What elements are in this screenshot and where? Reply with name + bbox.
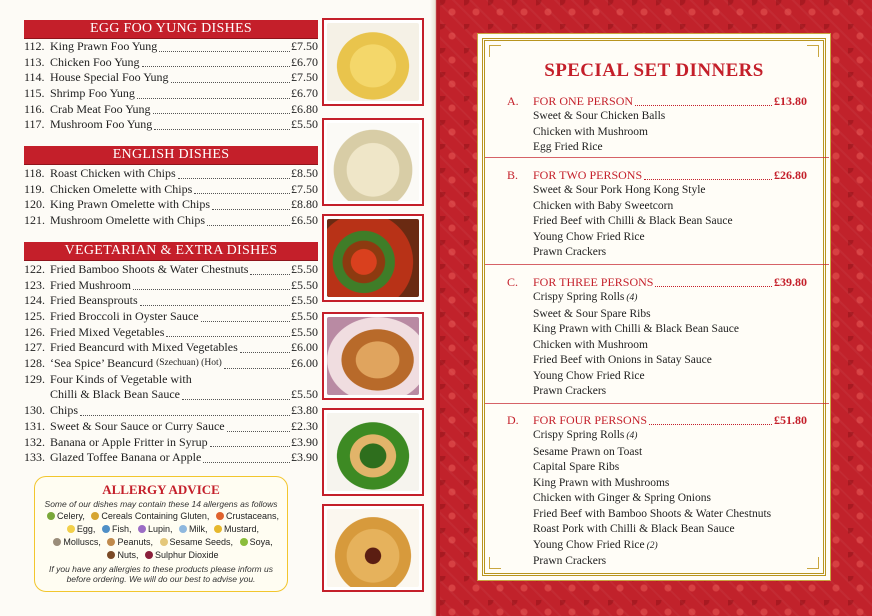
allergen-fish: Fish,	[98, 524, 132, 534]
allergen-milk: Milk,	[175, 524, 208, 534]
menu-item: 116. Crab Meat Foo Yung £6.80	[24, 101, 318, 116]
set-item: Chicken with Mushroom	[533, 338, 648, 351]
set-item: Fried Beef with Bamboo Shoots & Water Chestnuts	[533, 507, 772, 520]
section-title-egg-foo-yung: EGG FOO YUNG DISHES	[24, 20, 318, 38]
allergen-molluscs: Molluscs,	[49, 537, 101, 547]
menu-item: 127. Fried Beancurd with Mixed Vegetables £6.00	[24, 340, 318, 355]
set-item: Sweet & Sour Pork Hong Kong Style	[533, 184, 706, 196]
menu-item: 121. Mushroom Omelette with Chips £6.50	[24, 213, 318, 228]
set-dinners-title: SPECIAL SET DINNERS	[544, 60, 764, 81]
set-item: Young Chow Fried Rice	[533, 369, 645, 382]
soya-icon	[240, 538, 248, 546]
mollusc-icon	[53, 538, 61, 546]
allergy-advice-box	[34, 476, 288, 592]
nut-icon	[107, 551, 115, 559]
right-menu-page	[440, 0, 872, 616]
set-item: Chicken with Mushroom	[533, 125, 648, 138]
crab-icon	[216, 512, 224, 520]
menu-item: 133. Glazed Toffee Banana or Apple £3.90	[24, 450, 318, 465]
allergen-lupin: Lupin,	[134, 524, 173, 534]
set-header: A. FOR ONE PERSON £13.80	[507, 94, 807, 108]
section-title-vegetarian-extra: VEGETARIAN & EXTRA DISHES	[24, 242, 318, 260]
egg-icon	[67, 525, 75, 533]
set-item: Sesame Prawn on Toast	[533, 445, 643, 458]
set-item: Fried Beef with Chilli & Black Bean Sauce	[533, 215, 733, 227]
set-header: C. FOR THREE PERSONS £39.80	[507, 275, 807, 289]
set-header: B. FOR TWO PERSONS £26.80	[507, 168, 807, 182]
set-item: Crispy Spring Rolls (4)	[533, 429, 638, 441]
set-item: Young Chow Fried Rice	[533, 230, 645, 243]
menu-item: 122. Fried Bamboo Shoots & Water Chestnuts £5.50	[24, 261, 318, 276]
divider	[485, 157, 829, 158]
set-b	[507, 167, 807, 261]
allergy-intro: Some of our dishes may contain these 14 allergens as follows	[44, 499, 278, 509]
english-dishes-list	[24, 166, 318, 229]
allergen-crustaceans: Crustaceans,	[212, 511, 279, 521]
wontons-with-sauce-photo	[322, 504, 424, 592]
allergen-gluten: Cereals Containing Gluten,	[87, 511, 209, 521]
set-items	[533, 109, 807, 156]
set-items	[533, 183, 807, 261]
allergen-sulphur-dioxide: Sulphur Dioxide	[141, 550, 219, 560]
lupin-icon	[138, 525, 146, 533]
vegetarian-extra-list	[24, 262, 318, 466]
set-item: Crispy Spring Rolls (4)	[533, 291, 638, 303]
menu-item: 114. House Special Foo Yung £7.50	[24, 70, 318, 85]
set-item: Fried Beef with Onions in Satay Sauce	[533, 354, 712, 366]
set-item: Young Chow Fried Rice (2)	[533, 538, 658, 551]
divider	[485, 403, 829, 404]
beansprouts-photo	[322, 118, 424, 206]
menu-item: 132. Banana or Apple Fritter in Syrup £3.90	[24, 434, 318, 449]
set-item: King Prawn with Chilli & Black Bean Sauce	[533, 323, 740, 335]
set-item: Sweet & Sour Chicken Balls	[533, 110, 666, 122]
set-item: King Prawn with Mushrooms	[533, 476, 670, 489]
set-item: Chicken with Ginger & Spring Onions	[533, 492, 711, 504]
sesame-icon	[160, 538, 168, 546]
set-item: Capital Spare Ribs	[533, 461, 620, 473]
menu-item: 119. Chicken Omelette with Chips £7.50	[24, 181, 318, 196]
allergen-egg: Egg,	[63, 524, 96, 534]
allergen-mustard: Mustard,	[210, 524, 259, 534]
set-item: Chicken with Baby Sweetcorn	[533, 199, 674, 212]
menu-item: 113. Chicken Foo Yung £6.70	[24, 54, 318, 69]
menu-item: 112. King Prawn Foo Yung £7.50	[24, 38, 318, 53]
sweet-sour-dish-photo	[322, 214, 424, 302]
fish-icon	[102, 525, 110, 533]
menu-item: 120. King Prawn Omelette with Chips £8.80	[24, 197, 318, 212]
set-items	[533, 428, 807, 570]
menu-item: 123. Fried Mushroom £5.50	[24, 277, 318, 292]
menu-item: 124. Fried Beansprouts £5.50	[24, 293, 318, 308]
set-a	[507, 93, 807, 156]
allergen-soya: Soya,	[236, 537, 273, 547]
set-item: Sweet & Sour Spare Ribs	[533, 307, 651, 320]
set-c	[507, 274, 807, 400]
set-dinners-card	[482, 38, 826, 576]
menu-item: 131. Sweet & Sour Sauce or Curry Sauce £2.30	[24, 418, 318, 433]
set-item: Roast Pork with Chilli & Black Bean Sauce	[533, 523, 735, 535]
menu-item: 130. Chips £3.80	[24, 403, 318, 418]
allergen-peanuts: Peanuts,	[103, 537, 153, 547]
menu-item: Chilli & Black Bean Sauce £5.50	[50, 387, 318, 402]
allergy-footer: If you have any allergies to these products please inform us before ordering. We will do our best to advise you.	[49, 564, 273, 584]
chicken-dish-photo	[322, 312, 424, 400]
allergy-title: ALLERGY ADVICE	[102, 482, 220, 497]
mustard-icon	[214, 525, 222, 533]
set-item: Prawn Crackers	[533, 246, 607, 258]
set-d	[507, 412, 807, 570]
menu-item: 118. Roast Chicken with Chips £8.50	[24, 165, 318, 180]
bottle-icon	[145, 551, 153, 559]
menu-item: 128. ‘Sea Spice’ Beancurd (Szechuan) (Hot) £6.00	[24, 356, 318, 371]
menu-item: 115. Shrimp Foo Yung £6.70	[24, 86, 318, 101]
milk-icon	[179, 525, 187, 533]
egg-foo-yung-list	[24, 39, 318, 133]
menu-item: 125. Fried Broccoli in Oyster Sauce £5.50	[24, 309, 318, 324]
vegetable-stir-fry-photo	[322, 408, 424, 496]
allergen-list	[35, 510, 287, 562]
peanut-icon	[107, 538, 115, 546]
section-title-english-dishes: ENGLISH DISHES	[24, 146, 318, 164]
menu-item: 117. Mushroom Foo Yung £5.50	[24, 117, 318, 132]
allergen-nuts: Nuts,	[103, 550, 138, 560]
allergen-sesame: Sesame Seeds,	[156, 537, 234, 547]
set-item: Prawn Crackers	[533, 385, 607, 397]
egg-foo-yung-photo	[322, 18, 424, 106]
set-item: Egg Fried Rice	[533, 141, 603, 153]
divider	[485, 264, 829, 265]
wheat-icon	[91, 512, 99, 520]
celery-icon	[47, 512, 55, 520]
set-item: Prawn Crackers	[533, 555, 607, 567]
set-header: D. FOR FOUR PERSONS £51.80	[507, 413, 807, 427]
set-items	[533, 290, 807, 400]
menu-item: 126. Fried Mixed Vegetables £5.50	[24, 324, 318, 339]
menu-item: 129. Four Kinds of Vegetable with	[24, 371, 192, 386]
allergen-celery: Celery,	[43, 511, 85, 521]
